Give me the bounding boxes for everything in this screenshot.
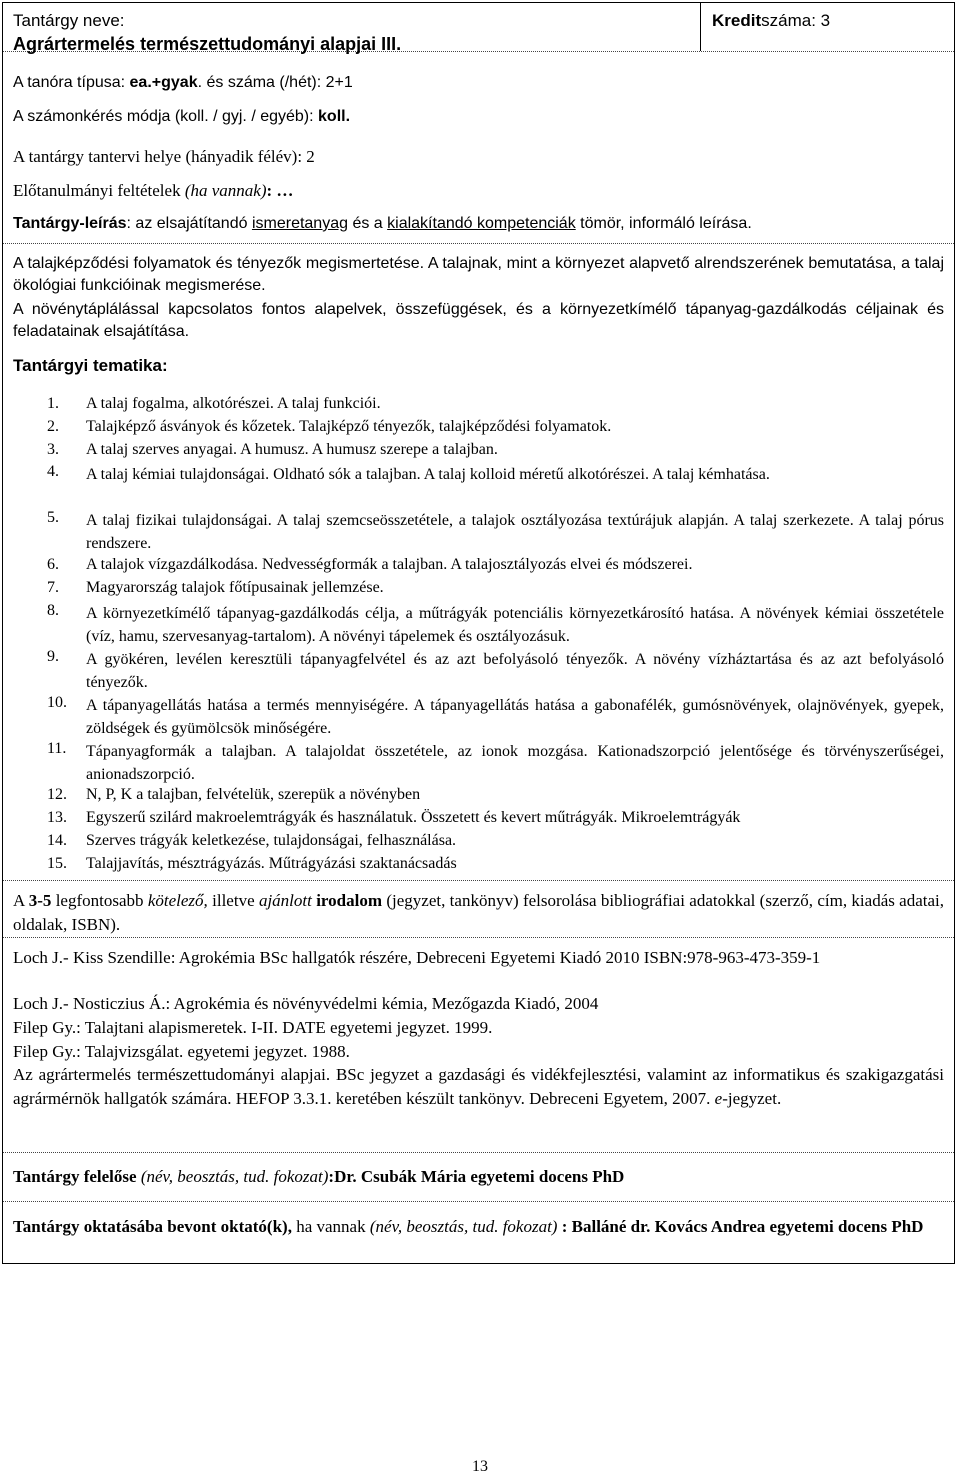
references-rule — [3, 1152, 954, 1153]
topic-number: 5. — [47, 509, 59, 526]
credit-info: Kreditszáma: 3 — [712, 11, 831, 30]
description-paragraph-1: A talajképződési folyamatok és tényezők megismertetése. A talajnak, mint a környezet alapvető alrendszerének bemutatása, a talaj ökológiai funkcióinak megismerése. — [13, 255, 945, 294]
topic-item: Talajjavítás, mésztrágyázás. Műtrágyázási szaktanácsadás — [86, 855, 457, 872]
reference-item: Filep Gy.: Talajtani alapismeretek. I-II. DATE egyetemi jegyzet. 1999. — [13, 1018, 493, 1037]
topic-number: 12. — [47, 786, 67, 803]
reference-item: Loch J.- Kiss Szendille: Agrokémia BSc hallgatók részére, Debreceni Egyetemi Kiadó 2010 ISBN:978-963-473-359-1 — [13, 948, 821, 967]
topic-number: 2. — [47, 418, 59, 435]
topic-number: 3. — [47, 441, 59, 458]
prerequisites: Előtanulmányi feltételek (ha vannak): … — [13, 181, 294, 200]
topic-item: Szerves trágyák keletkezése, tulajdonságai, felhasználása. — [86, 832, 457, 849]
header-divider — [700, 3, 701, 51]
instructors: Tantárgy oktatásába bevont oktató(k), ha vannak (név, beosztás, tud. fokozat) : Balláné dr. Kovács Andrea egyetemi docens PhD — [13, 1217, 924, 1236]
semester: A tantárgy tantervi helye (hányadik félév): 2 — [13, 147, 315, 166]
topic-item: A tápanyagellátás hatása a termés mennyiségére. A tápanyagellátás hatása a gabonafélék, gumósnövények, olajnövények, gyepek, zöldségek és gyümölcsök minőségére. — [86, 697, 944, 737]
topic-item: A gyökéren, levélen keresztüli tápanyagfelvétel és az azt befolyásoló tényezők. A növény vízháztartása és az azt befolyásoló tényezők. — [86, 651, 944, 691]
topic-item: A talajok vízgazdálkodása. Nedvességformák a talajban. A talajosztályozás elvei és módszerei. — [86, 556, 693, 573]
topic-item: A környezetkímélő tápanyag-gazdálkodás célja, a műtrágyák potenciális környezetkárosító hatása. A növények kémiai összetétele (víz, hamu, szervesanyag-tartalom). A növényi tápelemek és osztályozásuk. — [86, 605, 944, 645]
literature-rule — [3, 937, 954, 938]
topic-item: A talaj szerves anyagai. A humusz. A humusz szerepe a talajban. — [86, 441, 498, 458]
topic-number: 1. — [47, 395, 59, 412]
topic-item: Egyszerű szilárd makroelemtrágyák és használatuk. Összetett és kevert műtrágyák. Mikroelemtrágyák — [86, 809, 741, 826]
reference-item: Loch J.- Nosticzius Á.: Agrokémia és növényvédelmi kémia, Mezőgazda Kiadó, 2004 — [13, 994, 599, 1013]
responsible-rule — [3, 1201, 954, 1202]
subject-name-label: Tantárgy neve: — [13, 11, 125, 30]
reference-item: Filep Gy.: Talajvizsgálat. egyetemi jegyzet. 1988. — [13, 1042, 350, 1061]
topic-number: 8. — [47, 602, 59, 619]
page-number: 13 — [472, 1458, 488, 1475]
lesson-type: A tanóra típusa: ea.+gyak. és száma (/hét): 2+1 — [13, 74, 353, 91]
reference-item: Az agrártermelés természettudományi alapjai. BSc jegyzet a gazdasági és vidékfejlesztési, valamint az informatikus és szakigazgatási agrármérnök hallgatók számára. HEFOP 3.3.1. keretében készült tankönyv. Debreceni Egyetem, 2007. e-jegyzet. — [13, 1065, 944, 1108]
topic-number: 10. — [47, 694, 67, 711]
topic-number: 11. — [47, 740, 67, 757]
topic-item: Magyarország talajok főtípusainak jellemzése. — [86, 579, 384, 596]
topic-number: 15. — [47, 855, 67, 872]
literature-intro: A 3-5 legfontosabb kötelező, illetve ajánlott irodalom (jegyzet, tankönyv) felsorolása bibliográfiai adatokkal (szerző, cím, kiadás adatai, oldalak, ISBN). — [13, 891, 945, 934]
topic-number: 7. — [47, 579, 59, 596]
topic-number: 6. — [47, 556, 59, 573]
topic-number: 9. — [47, 648, 59, 665]
topic-number: 14. — [47, 832, 67, 849]
topic-item: Talajképző ásványok és kőzetek. Talajképző tényezők, talajképződési folyamatok. — [86, 418, 612, 435]
description-rule — [3, 243, 954, 244]
topic-number: 13. — [47, 809, 67, 826]
description-label: Tantárgy-leírás: az elsajátítandó ismeretanyag és a kialakítandó kompetenciák tömör, informáló leírása. — [13, 215, 752, 232]
topic-item: Tápanyagformák a talajban. A talajoldat összetétele, az ionok mozgása. Kationadszorpció jelentősége és törvényszerűségei, anionadszorpció. — [86, 743, 944, 783]
subject-name: Agrártermelés természettudományi alapjai III. — [13, 34, 402, 54]
topics-heading: Tantárgyi tematika: — [13, 356, 168, 375]
exam-type: A számonkérés módja (koll. / gyj. / egyéb): koll. — [13, 108, 351, 125]
topic-item: A talaj fizikai tulajdonságai. A talaj szemcseösszetétele, a talajok osztályozása textúrájuk alapján. A talaj szerkezete. A talaj pórus rendszere. — [86, 512, 944, 552]
topic-number: 4. — [47, 463, 59, 480]
topics-rule — [3, 880, 954, 881]
topic-item: A talaj kémiai tulajdonságai. Oldható sók a talajban. A talaj kolloid méretű alkotórészei. A talaj kémhatása. — [86, 466, 770, 483]
responsible-person: Tantárgy felelőse (név, beosztás, tud. fokozat):Dr. Csubák Mária egyetemi docens PhD — [13, 1167, 625, 1186]
topic-item: N, P, K a talajban, felvételük, szerepük a növényben — [86, 786, 421, 803]
description-paragraph-2: A növénytáplálással kapcsolatos fontos alapelvek, összefüggések, és a környezetkímélő tápanyag-gazdálkodás céljainak és feladatainak elsajátítása. — [13, 301, 944, 340]
topic-item: A talaj fogalma, alkotórészei. A talaj funkciói. — [86, 395, 381, 412]
